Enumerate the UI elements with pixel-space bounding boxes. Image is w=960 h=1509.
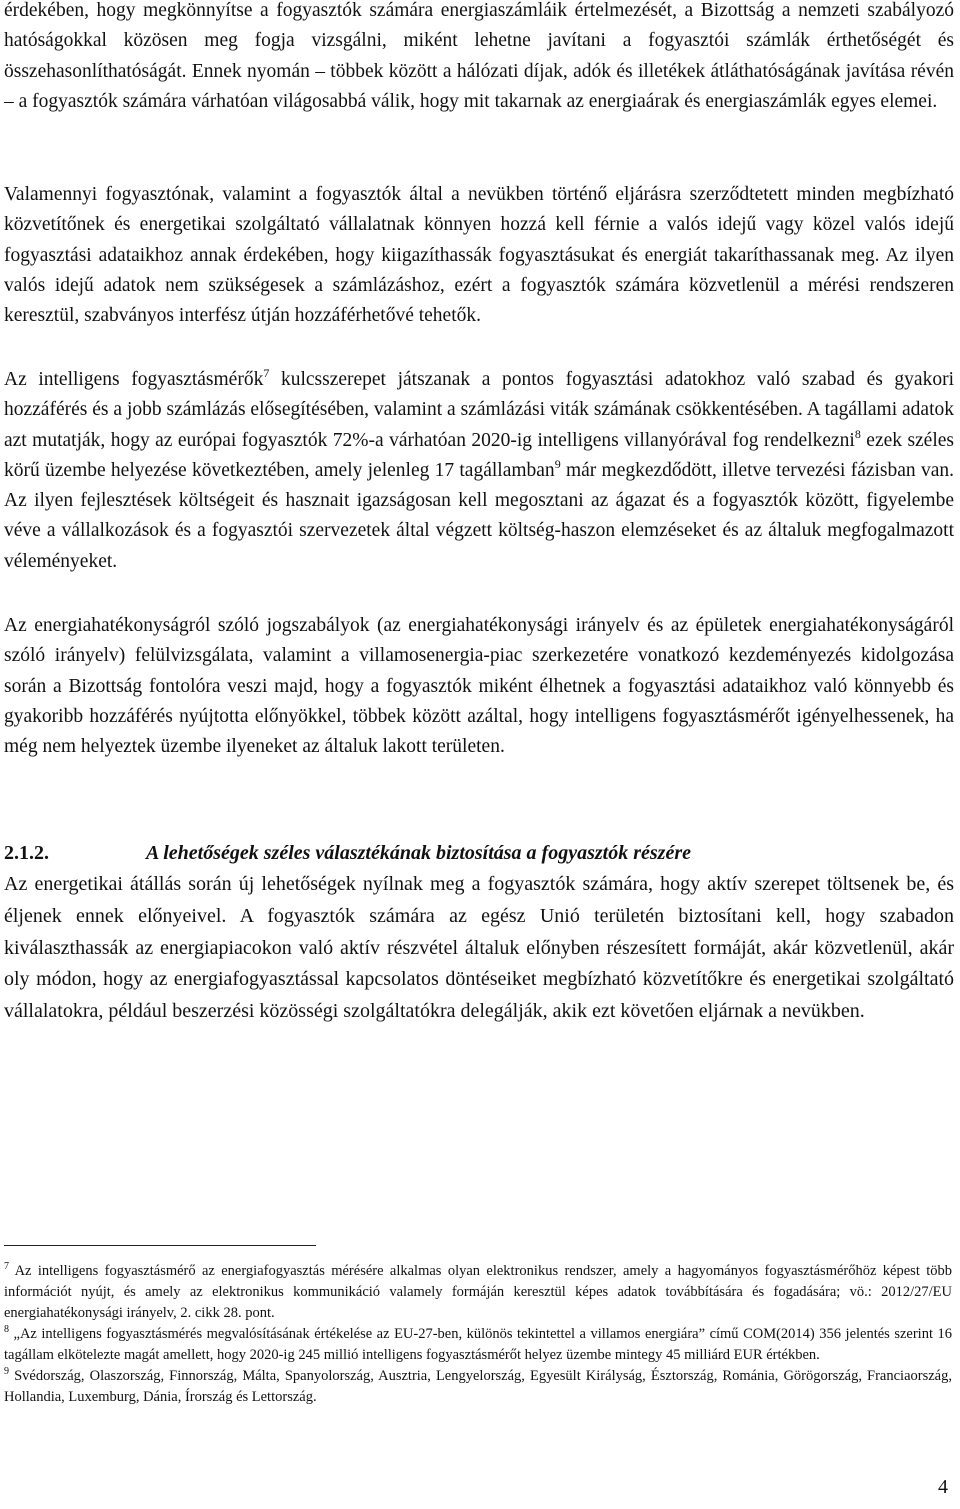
footnote-ref-7[interactable]: 7 <box>263 366 270 380</box>
body-paragraph: Az energetikai átállás során új lehetőségek nyílnak meg a fogyasztók számára, hogy aktív szerepet töltsenek be, és éljenek ennek előnyeivel. A fogyasztók számára az egész Unió területén biztosítani kell, hogy szabadon kiválaszthassák az energiapiacokon való aktív részvétel általuk előnyben részesített formáját, akár közvetlenül, akár oly módon, hogy az energiafogyasztással kapcsolatos döntéseiket megbízható közvetítőkre és energetikai szolgáltató vállalatokra, például beszerzési közösségi szolgáltatókra delegálják, akik ezt követően eljárnak a nevükben. <box>4 873 954 1023</box>
footnote-separator <box>4 1245 316 1246</box>
text-run: ezek széles körű üzembe helyezése következtében, amely jelenleg 17 tagállamban <box>4 429 954 481</box>
footnote-number: 7 <box>4 1261 9 1272</box>
footnote-number: 9 <box>4 1366 9 1377</box>
page-number: 4 <box>938 1476 948 1498</box>
footnote-number: 8 <box>4 1324 9 1335</box>
footnotes <box>4 1261 952 1408</box>
section-number: 2.1.2. <box>4 842 49 864</box>
footnote-8 <box>4 1324 952 1366</box>
body-paragraph: Az energiahatékonyságról szóló jogszabályok (az energiahatékonysági irányelv és az épületek energiahatékonyságáról szóló irányelv) felülvizsgálata, valamint a villamosenergia-piac szerkezetére vonatkozó kezdeményezés kidolgozása során a Bizottság fontolóra veszi majd, hogy a fogyasztók miként élhetnek a fogyasztási adataikhoz való könnyebb és gyakoribb hozzáférés nyújtotta előnyökkel, többek között azáltal, hogy intelligens fogyasztásmérőt igényelhessenek, ha még nem helyeztek üzembe ilyeneket az általuk lakott területen. <box>4 615 954 758</box>
footnote-text: „Az intelligens fogyasztásmérés megvalósításának értékelése az EU-27-ben, különös tekintettel a villamos energiára” című COM(2014) 356 jelentés szerint 16 tagállam elkötelezte magát amellett, hogy 2020-ig 245 millió intelligens fogyasztásmérőt helyez üzembe mintegy 45 milliárd EUR értékben. <box>4 1326 952 1363</box>
text-run: már megkezdődött, illetve tervezési fázisban van. Az ilyen fejlesztések költségeit és hasznait igazságosan kell megosztani az ágazat és a fogyasztók között, figyelembe véve a vállalkozások és a fogyasztói szervezetek által végzett költség-haszon elemzéseket és az általuk megfogalmazott véleményeket. <box>4 459 954 572</box>
body-paragraph-smart-meters <box>4 365 954 577</box>
section-heading <box>4 838 954 868</box>
text-run: Az intelligens fogyasztásmérők <box>4 369 264 390</box>
text-run: kulcsszerepet játszanak a pontos fogyasztási adatokhoz való szabad és gyakori hozzáférés és a jobb számlázás elősegítésében, valamint a számlázási viták számának csökkentésében. A tagállami adatok azt mutatják, hogy az európai fogyasztók 72%-a várhatóan 2020-ig intelligens villanyórával fog rendelkezni <box>4 369 954 451</box>
footnote-text: Svédország, Olaszország, Finnország, Málta, Spanyolország, Ausztria, Lengyelország, Egyesült Királyság, Észtország, Románia, Görögország, Franciaország, Hollandia, Luxemburg, Dánia, Írország és Lettország. <box>4 1368 952 1405</box>
section-title: A lehetőségek széles választékának biztosítása a fogyasztók részére <box>146 842 691 864</box>
footnote-text: Az intelligens fogyasztásmérő az energiafogyasztás mérésére alkalmas olyan elektronikus rendszer, amely a hagyományos fogyasztásmérőhöz képest több információt nyújt, és amely az elektronikus kommunikáció valamely formáján keresztül képes adatok továbbítására és fogadására; vö.: 2012/27/EU energiahatékonysági irányelv, 2. cikk 28. pont. <box>4 1263 952 1321</box>
body-paragraph: Valamennyi fogyasztónak, valamint a fogyasztók által a nevükben történő eljárásra szerződtetett minden megbízható közvetítőnek és energetikai szolgáltató vállalatnak könnyen hozzá kell férnie a valós idejű vagy közel valós idejű fogyasztási adataikhoz annak érdekében, hogy kiigazíthassák fogyasztásukat és energiát takaríthassanak meg. Az ilyen valós idejű adatok nem szükségesek a számlázáshoz, ezért a fogyasztók számára közvetlenül a mérési rendszeren keresztül, szabványos interfész útján hozzáférhetővé tehetők. <box>4 184 954 327</box>
footnote-9 <box>4 1366 952 1408</box>
footnote-ref-9[interactable]: 9 <box>554 456 561 471</box>
footnote-ref-8[interactable]: 8 <box>854 426 861 441</box>
body-paragraph: érdekében, hogy megkönnyítse a fogyasztók számára energiaszámláik értelmezését, a Bizottság a nemzeti szabályozó hatóságokkal közösen meg fogja vizsgálni, miként lehetne javítani a fogyasztói számlák érthetőségét és összehasonlíthatóságát. Ennek nyomán – többek között a hálózati díjak, adók és illetékek átláthatóságának javítása révén – a fogyasztók számára várhatóan világosabbá válik, hogy mit takarnak az energiaárak és energiaszámlák egyes elemei. <box>4 0 954 112</box>
footnote-7 <box>4 1261 952 1324</box>
